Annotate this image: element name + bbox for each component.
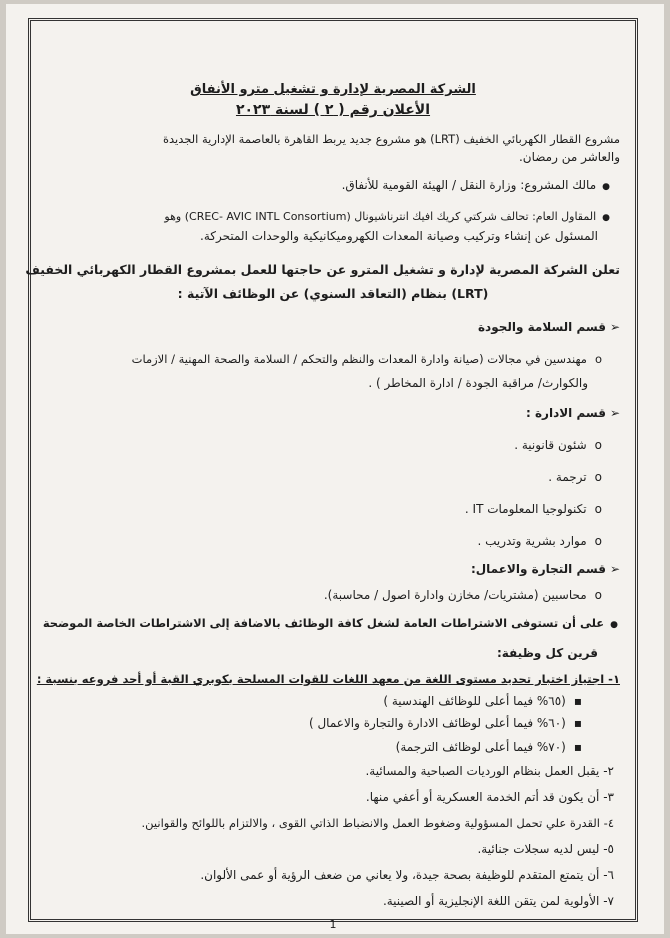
admin-item-legal: o شئون قانونية . xyxy=(38,438,602,453)
safety-item: o مهندسين في مجالات (صيانة وادارة المعدات والنظم والتحكم / السلامة والصحة المهنية / الازمات xyxy=(38,352,602,366)
admin-item-translation: o ترجمة . xyxy=(38,470,602,485)
intro-line-2: والعاشر من رمضان. xyxy=(518,150,620,164)
page-number: 1 xyxy=(329,918,337,931)
requirement-4: ٤- القدرة علي تحمل المسؤولية وضغوط العمل والانضباط الذاتي القوى ، والالتزام باللوائح والقوانين. xyxy=(141,816,614,830)
requirement-5: ٥- ليس لديه سجلات جنائية. xyxy=(477,842,614,856)
document-page xyxy=(6,4,664,934)
announcement-number: الأعلان رقم ( ٢ ) لسنة ٢٠٢٣ xyxy=(235,102,431,118)
requirement-6: ٦- أن يتمتع المتقدم للوظيفة بصحة جيدة، ولا يعاني من ضعف الرؤية أو عمى الألوان. xyxy=(200,868,614,882)
general-line-2: قرين كل وظيفة: xyxy=(496,646,598,660)
announce-line-2: (LRT) بنظام (التعاقد السنوي) عن الوظائف الآتية : xyxy=(177,286,489,301)
requirement-2: ٢- يقبل العمل بنظام الورديات الصباحية والمسائية. xyxy=(365,764,614,778)
general-line-1: ● على أن تستوفى الاشتراطات العامة لشغل كافة الوظائف بالاضافة إلى الاشتراطات الخاصة الموضحة xyxy=(38,616,618,631)
language-level-admin: ▪ (٦٠% فيما أعلى لوظائف الادارة والتجارة والاعمال ) xyxy=(38,716,582,731)
language-level-translation: ▪ (٧٠% فيما أعلى لوظائف الترجمة) xyxy=(38,740,582,755)
requirement-1: ١- اجتياز اختبار تحديد مستوى اللغة من معهد اللغات للقوات المسلحة بكوبري القبة أو أحد فروعه بنسبة : xyxy=(36,672,620,686)
admin-item-hr: o موارد بشرية وتدريب . xyxy=(38,534,602,549)
requirement-3: ٣- أن يكون قد أتم الخدمة العسكرية أو أعفي منها. xyxy=(365,790,614,804)
commerce-item: o محاسبين (مشتريات/ مخازن وادارة اصول / محاسبة). xyxy=(38,588,602,603)
contractor-line-1: ● المقاول العام: تحالف شركتي كريك افيك انترناشيونال (CREC- AVIC INTL Consortium) وهو xyxy=(38,210,610,224)
commerce-section-title: ➢ قسم التجارة والاعمال: xyxy=(38,562,620,577)
admin-section-title: ➢ قسم الادارة : xyxy=(38,406,620,421)
owner-item: ● مالك المشروع: وزارة النقل / الهيئة القومية للأنفاق. xyxy=(38,178,610,193)
requirement-7: ٧- الأولوية لمن يتقن اللغة الإنجليزية أو الصينية. xyxy=(382,894,614,908)
company-title: الشركة المصرية لإدارة و تشغيل مترو الأنفاق xyxy=(190,82,476,97)
intro-line-1: مشروع القطار الكهربائي الخفيف (LRT) هو مشروع جديد يربط القاهرة بالعاصمة الإدارية الجديدة xyxy=(162,132,620,146)
contractor-line-2: المسئول عن إنشاء وتركيب وصيانة المعدات الكهروميكانيكية والوحدات المتحركة. xyxy=(200,229,598,243)
admin-item-it: o تكنولوجيا المعلومات IT . xyxy=(38,502,602,517)
safety-item-cont: والكوارث/ مراقبة الجودة / ادارة المخاطر ) . xyxy=(368,376,588,390)
document-body xyxy=(25,66,628,931)
language-level-engineering: ▪ (٦٥% فيما أعلى للوظائف الهندسية ) xyxy=(38,694,582,709)
announce-line-1: تعلن الشركة المصرية لإدارة و تشغيل المترو عن حاجتها للعمل بمشروع القطار الكهربائي الخفيف xyxy=(25,262,620,277)
safety-section-title: ➢ قسم السلامة والجودة xyxy=(38,320,620,335)
